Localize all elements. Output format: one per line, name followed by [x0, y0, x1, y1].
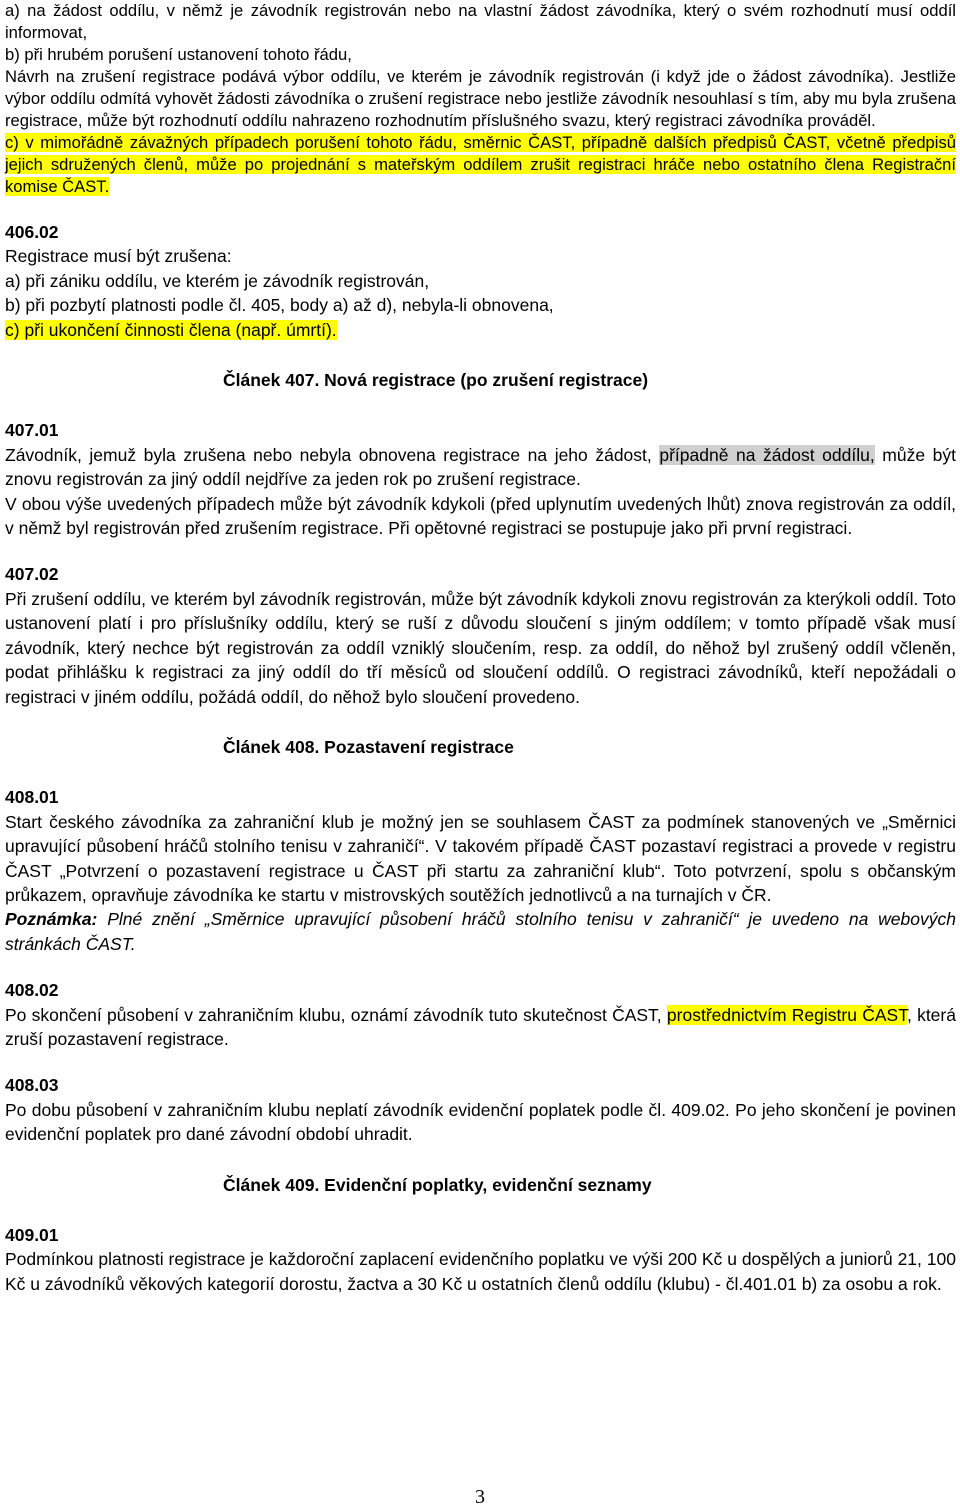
paragraph: Registrace musí být zrušena:: [5, 246, 232, 267]
paragraph: Po dobu působení v zahraničním klubu neplatí závodník evidenční poplatek podle čl. 409.02. Po jeho skončení je povinen evidenční poplatek pro dané závodní období uhradit.: [5, 1099, 956, 1145]
list-item: b) při pozbytí platnosti podle čl. 405, body a) až d), nebyla-li obnovena,: [5, 295, 554, 316]
item-c: [5, 132, 956, 198]
page-number: 3: [475, 1486, 485, 1508]
list-item: [5, 318, 956, 342]
section-number: 409.01: [5, 1225, 59, 1245]
paragraph: V obou výše uvedených případech může být závodník kdykoli (před uplynutím uvedených lhůt) znova registrován za oddíl, v němž byl registrován před zrušením registrace. Při opětovné registraci se postupuje jako při první registraci.: [5, 493, 956, 539]
note-label: Poznámka:: [5, 909, 98, 930]
gray-highlighted-text: případně na žádost oddílu,: [659, 444, 875, 465]
section-number: 408.02: [5, 980, 59, 1001]
article-heading: Článek 409. Evidenční poplatky, evidenční seznamy: [223, 1174, 652, 1195]
note-paragraph: Poznámka: Plné znění „Směrnice upravující působení hráčů stolního tenisu v zahraničí“ je uvedeno na webových stránkách ČAST.: [5, 909, 956, 954]
intro-section: [5, 0, 956, 198]
highlighted-text: c) v mimořádně závažných případech porušení tohoto řádu, směrnic ČAST, případně dalších předpisů ČAST, včetně předpisů jejich sdružených členů, může po projednání s mateřským oddílem zrušit registraci hráče nebo ostatního člena Registrační komise ČAST.: [5, 133, 956, 196]
navrh-paragraph: Návrh na zrušení registrace podává výbor oddílu, ve kterém je závodník registrován (i když jde o žádost závodníka). Jestliže výbor oddílu odmítá vyhovět žádosti závodníka o zrušení registrace nebo jestliže závodník nesouhlasí s tím, aby mu byla zrušena registrace, může být rozhodnutí oddílu nahrazeno rozhodnutím příslušného svazu, který registraci závodníka prováděl.: [5, 67, 956, 130]
document-page: [5, 0, 956, 1296]
paragraph: Závodník, jemuž byla zrušena nebo nebyla obnovena registrace na jeho žádost, případně na žádost oddílu, může být znovu registrován za jiný oddíl nejdříve za jeden rok po zrušení registrace.: [5, 444, 956, 490]
highlighted-text: prostřednictvím Registru ČAST: [666, 1004, 907, 1025]
paragraph: Start českého závodníka za zahraniční klub je možný jen se souhlasem ČAST za podmínek stanovených ve „Směrnici upravující působení hráčů stolního tenisu v zahraničí“. V takovém případě ČAST pozastaví registraci a provede v registru ČAST „Potvrzení o pozastavení registrace u ČAST při startu za zahraniční klub“. Toto potvrzení, spolu s občanským průkazem, opravňuje závodníka ke startu v mistrovských soutěžích jednotlivců a na turnajích v ČR.: [5, 811, 956, 905]
section-number: 407.01: [5, 420, 59, 441]
list-item: a) při zániku oddílu, ve kterém je závodník registrován,: [5, 270, 430, 291]
article-heading: Článek 408. Pozastavení registrace: [223, 736, 514, 757]
highlighted-text: c) při ukončení činnosti člena (např. úmrtí).: [5, 319, 337, 340]
paragraph: Při zrušení oddílu, ve kterém byl závodník registrován, může být závodník kdykoli znovu registrován za kterýkoli oddíl. Toto ustanovení platí i pro příslušníky oddílu, který se ruší z důvodu sloučení s jiným oddílem; v tomto případě však musí závodník, který nechce být registrován za oddíl vzniklý sloučením, resp. za oddíl, do něhož byl zrušený oddíl včleněn, podat přihlášku k registraci za jiný oddíl do tří měsíců od sloučení oddílů. O registraci závodníků, kteří nepožádali o registraci v jiném oddílu, požádá oddíl, do něhož bylo sloučení provedeno.: [5, 588, 956, 707]
item-a: a) na žádost oddílu, v němž je závodník registrován nebo na vlastní žádost závodníka, který o svém rozhodnutí musí oddíl informovat,: [5, 1, 956, 42]
paragraph: Podmínkou platnosti registrace je každoroční zaplacení evidenčního poplatku ve výši 200 Kč u dospělých a juniorů 21, 100 Kč u závodníků věkových kategorií dorostu, žactva a 30 Kč u ostatních členů oddílu (klubu) - čl.401.01 b) za osobu a rok.: [5, 1249, 956, 1294]
item-b: b) při hrubém porušení ustanovení tohoto řádu,: [5, 45, 352, 64]
paragraph: Po skončení působení v zahraničním klubu, oznámí závodník tuto skutečnost ČAST, prostřednictvím Registru ČAST, která zruší pozastavení registrace.: [5, 1004, 956, 1049]
article-heading: Článek 407. Nová registrace (po zrušení registrace): [223, 370, 649, 391]
main-section: [5, 198, 956, 1296]
section-number: 406.02: [5, 222, 59, 242]
section-number: 408.01: [5, 787, 59, 808]
section-number: 407.02: [5, 564, 59, 585]
section-number: 408.03: [5, 1075, 59, 1096]
